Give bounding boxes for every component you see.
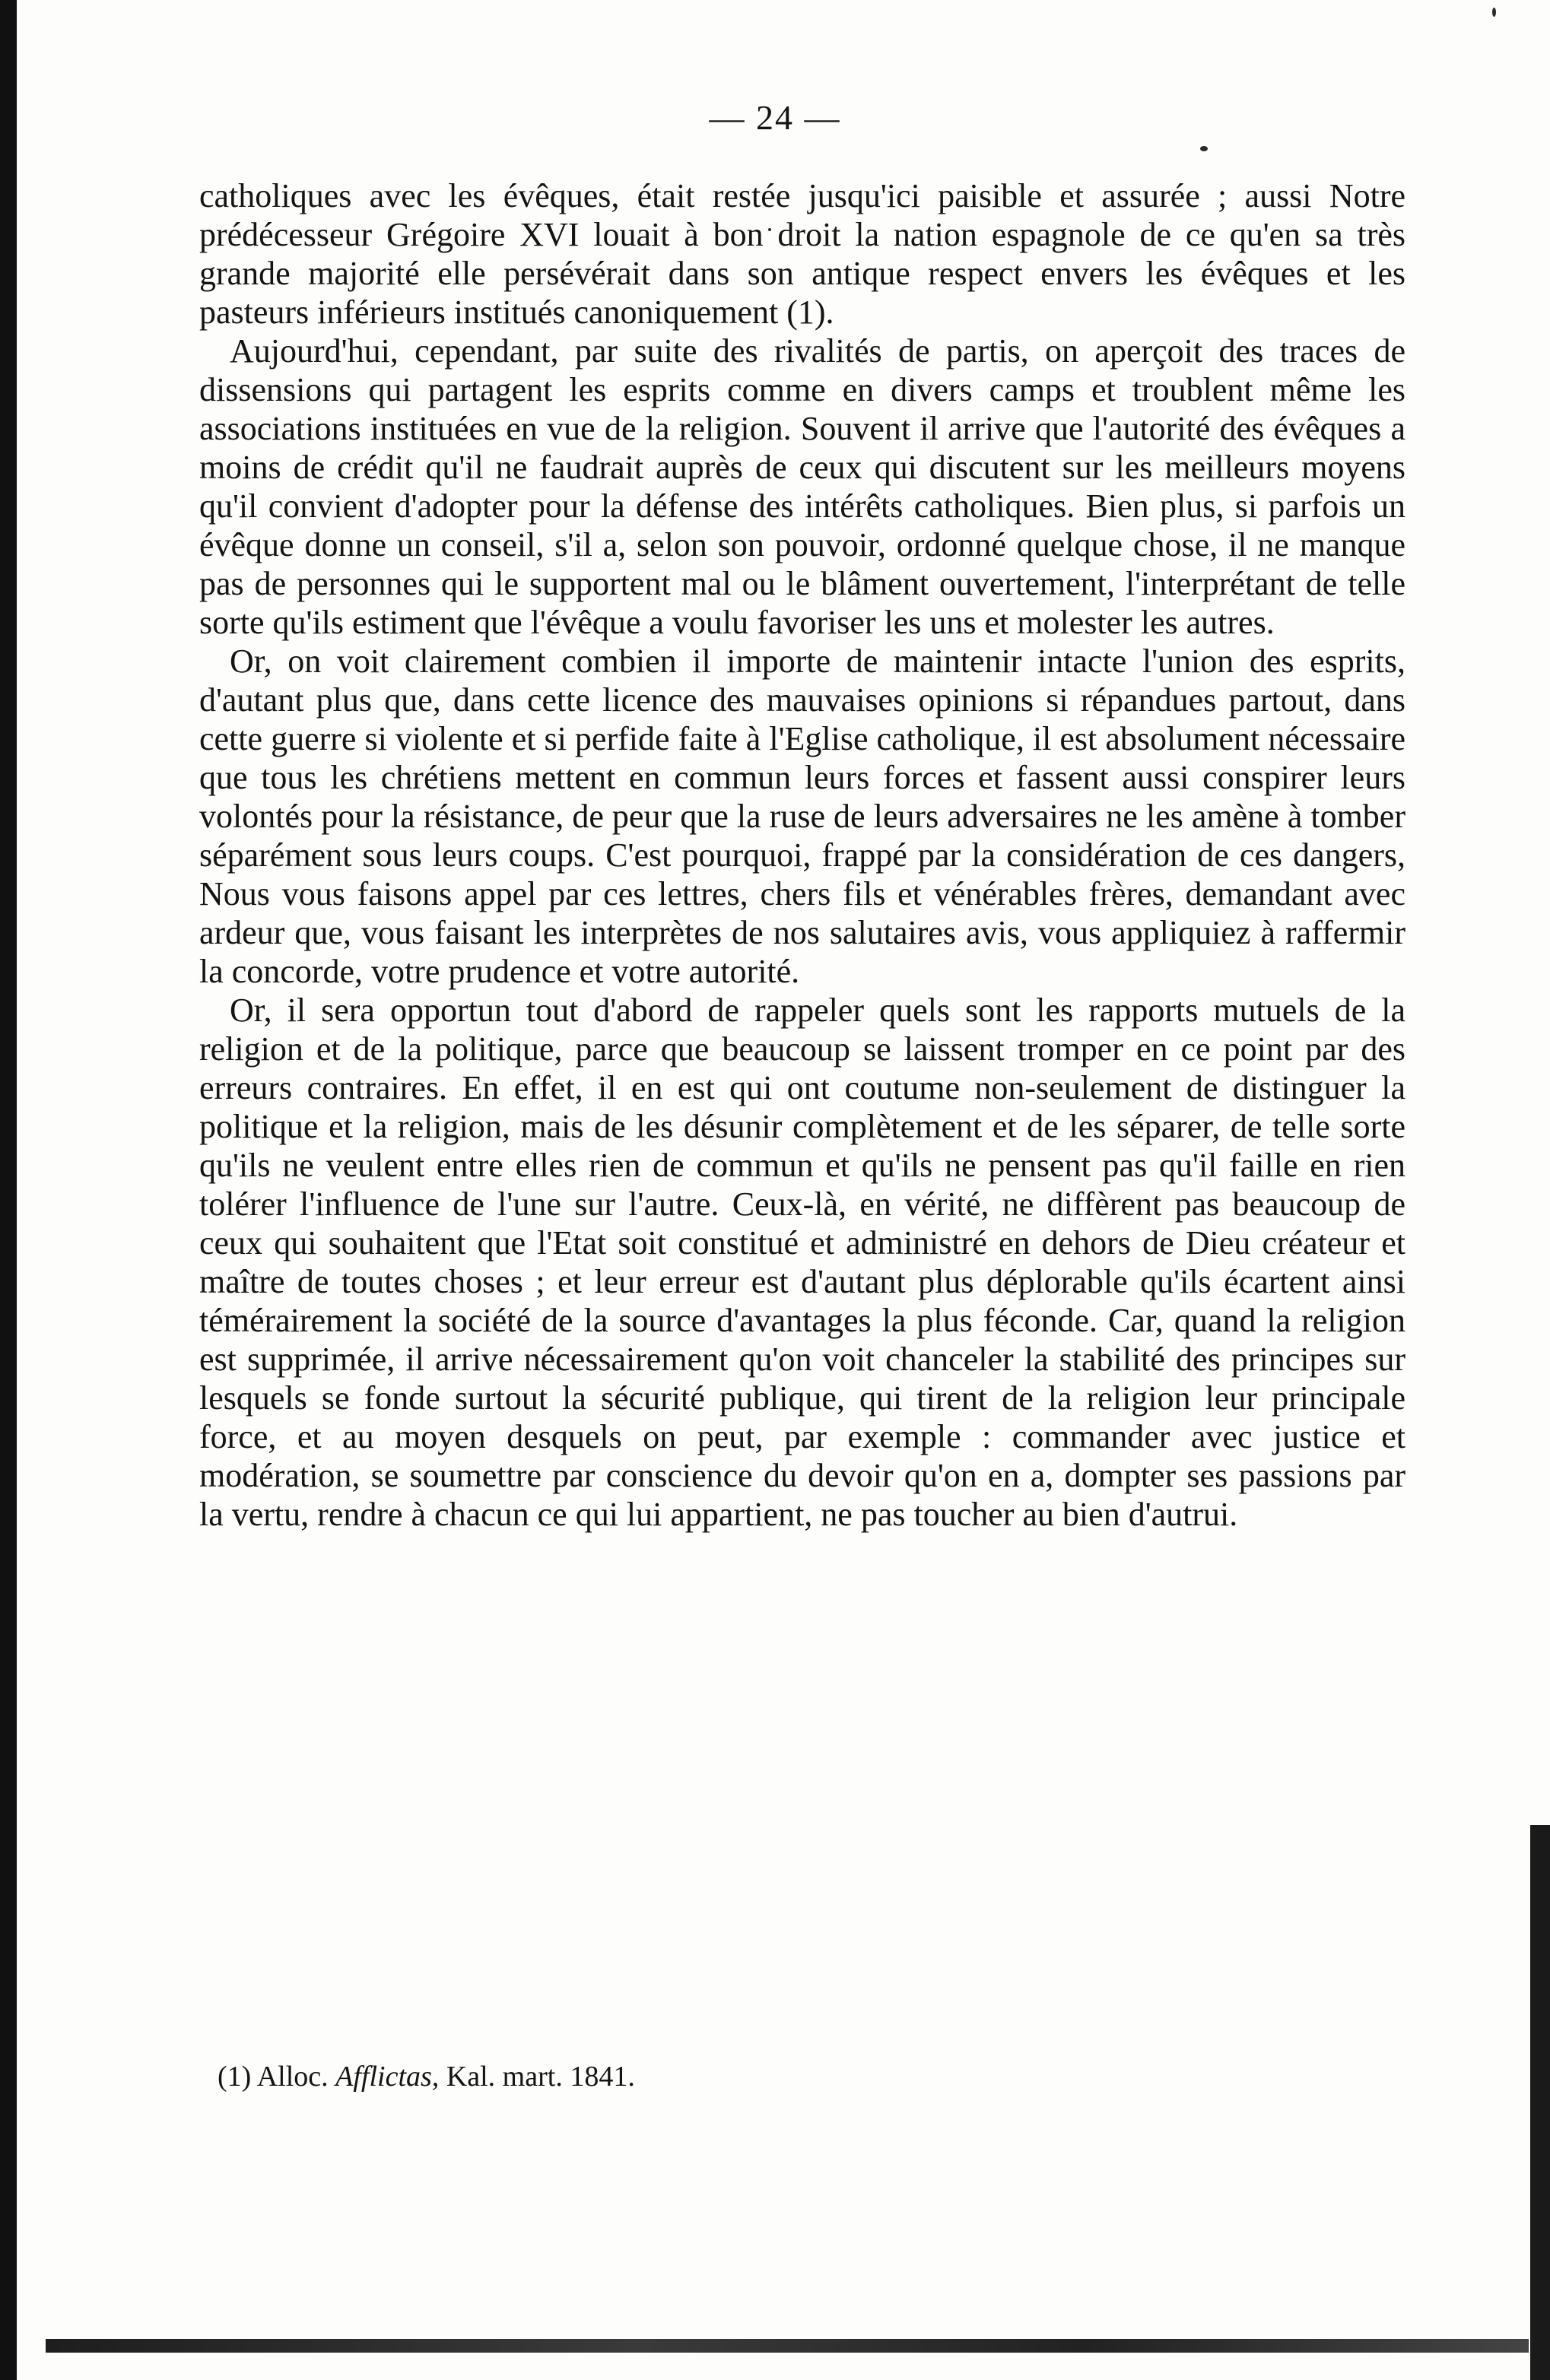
footnote-date: Kal. mart. 1841. [446,2061,635,2093]
scan-right-edge [1530,1825,1550,2380]
ink-speck [1492,8,1496,17]
paragraph-3: Or, on voit clairement combien il importe de maintenir intacte l'union des esprits, d'autant plus que, dans cette licence des mauvaises opinions si répandues partout, dans cette guerre si violente et si perfide faite à l'Eglise catholique, il est absolument nécessaire que tous les chrétiens mettent en commun leurs forces et fassent aussi conspirer leurs volontés pour la résistance, de peur que la ruse de leurs adversaires ne les amène à tomber séparément sous leurs coups. C'est pourquoi, frappé par la considération de ces dangers, Nous vous faisons appel par ces lettres, chers fils et vénérables frères, demandant avec ardeur que, vous faisant les interprètes de nos salutaires avis, vous appliquiez à raffermir la concorde, votre prudence et votre autorité. [199,643,1405,990]
page-number: — 24 — [709,98,841,137]
paragraph-2: Aujourd'hui, cependant, par suite des rivalités de partis, on aperçoit des traces de dissensions qui partagent les esprits comme en divers camps et troublent même les associations instituées en vue de la religion. Souvent il arrive que l'autorité des évêques a moins de crédit qu'il ne faudrait auprès de ceux qui discutent sur les meilleurs moyens qu'il convient d'adopter pour la défense des intérêts catholiques. Bien plus, si parfois un évêque donne un conseil, s'il a, selon son pouvoir, ordonné quelque chose, il ne manque pas de personnes qui le supportent mal ou le blâment ouvertement, l'interprétant de telle sorte qu'ils estiment que l'évêque a voulu favoriser les uns et molester les autres. [199,332,1405,641]
body-text [199,176,1405,1534]
footnote [218,2059,1404,2094]
paragraph-4: Or, il sera opportun tout d'abord de rappeler quels sont les rapports mutuels de la religion et de la politique, parce que beaucoup se laissent tromper en ce point par des erreurs contraires. En effet, il en est qui ont coutume non-seulement de distinguer la politique et la religion, mais de les désunir complètement et de les séparer, de telle sorte qu'ils ne veulent entre elles rien de commun et qu'ils ne pensent pas qu'il faille en rien tolérer l'influence de l'une sur l'autre. Ceux-là, en vérité, ne diffèrent pas beaucoup de ceux qui souhaitent que l'Etat soit constitué et administré en dehors de Dieu créateur et maître de toutes choses ; et leur erreur est d'autant plus déplorable qu'ils écartent ainsi témérairement la société de la source d'avantages la plus féconde. Car, quand la religion est supprimée, il arrive nécessairement qu'on voit chanceler la stabilité des principes sur lesquels se fonde surtout la sécurité publique, qui tirent de la religion leur principale force, et au moyen desquels on peut, par exemple : commander avec justice et modération, se soumettre par conscience du devoir qu'on en a, dompter ses passions par la vertu, rendre à chacun ce qui lui appartient, ne pas toucher au bien d'autrui. [199,992,1405,1533]
footnote-marker: (1) [218,2061,252,2093]
paragraph-1: catholiques avec les évêques, était restée jusqu'ici paisible et assurée ; aussi Notre prédécesseur Grégoire XVI louait à bon droit la nation espagnole de ce qu'en sa très grande majorité elle persévérait dans son antique respect envers les évêques et les pasteurs inférieurs institués canoniquement (1). [199,177,1405,331]
scan-left-edge [0,0,17,2380]
scan-bottom-edge [46,2339,1529,2353]
footnote-work-title: Afflictas, [335,2061,440,2093]
footnote-prefix: Alloc. [256,2061,329,2093]
ink-speck [1200,146,1208,151]
